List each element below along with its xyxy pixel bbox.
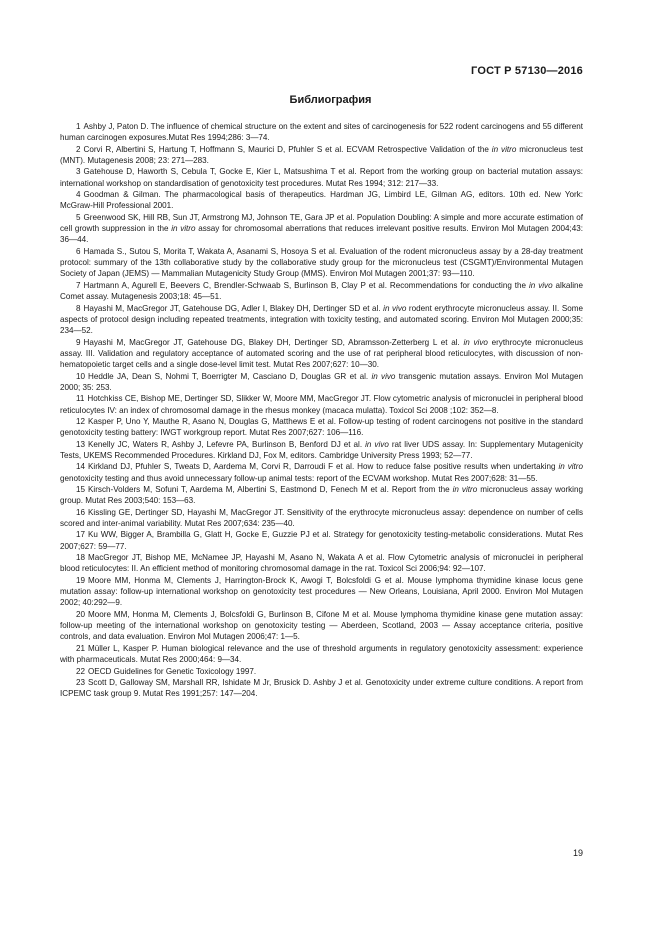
reference-text: alkaline Comet assay. Mutagenesis 2003;18: 45—51. [60, 280, 583, 302]
reference-item [60, 303, 583, 337]
reference-item [60, 166, 583, 189]
reference-item [60, 121, 583, 144]
reference-italic-term: in vivo [371, 371, 396, 381]
reference-italic-term: in vivo [365, 439, 389, 449]
bibliography-title: Библиография [289, 94, 372, 106]
reference-item [60, 552, 583, 575]
reference-text: Gatehouse D, Haworth S, Cebula T, Gocke E, Kier L, Matsushima T et al. Report from the working group on bacterial mutation assays: international workshop on standardisation of genotoxicity test procedures. Mutat Res 1994; 312: 217—33. [60, 167, 583, 188]
reference-italic-term: in vivo [383, 303, 407, 313]
reference-item [60, 144, 583, 167]
reference-number: 14 [76, 462, 86, 472]
reference-number: 8 [76, 303, 81, 313]
reference-italic-term: in vitro [558, 462, 583, 472]
reference-italic-term: in vitro [491, 144, 517, 154]
reference-number: 21 [76, 643, 86, 653]
reference-item [60, 393, 583, 416]
reference-text: Hartmann A, Agurell E, Beevers C, Brendler-Schwaab S, Burlinson B, Clay P et al. Recommendations for conducting the [83, 280, 529, 290]
reference-text: Hamada S., Sutou S, Morita T, Wakata A, Asanami S, Hosoya S et al. Evaluation of the rodent micronucleus assay by a 28-day treatment protocol: summary of the 13th collaborative study by the collaborative study group for the micronucleus test (CSGMT)/Environmental Mutagen Society of Japan (JEMS) — Mammalian Mutagenicity Study Group (MMS). Environ Mol Mutagen 2001;37: 93—110. [60, 246, 583, 279]
reference-text: Corvi R, Albertini S, Hartung T, Hoffmann S, Maurici D, Pfuhler S et al. ECVAM Retrospective Validation of the [83, 144, 492, 154]
reference-number: 7 [76, 280, 81, 290]
reference-text: OECD Guidelines for Genetic Toxicology 1997. [88, 666, 257, 676]
reference-number: 3 [76, 167, 81, 177]
reference-text: Hotchkiss CE, Bishop ME, Dertinger SD, Slikker W, Moore MM, MacGregor JT. Flow cytometric analysis of micronuclei in peripheral blood reticulocytes IV: an index of chromosomal damage in the rhesus monkey (macaca mulatta). Toxicol Sci 2008 ;102: 352—8. [60, 394, 583, 415]
reference-text: Moore MM, Honma M, Clements J, Bolcsfoldi G, Burlinson B, Cifone M et al. Mouse lymphoma thymidine kinase gene mutation assay: follow-up meeting of the international workshop on genotoxicity testing — Aberdeen, Scotland, 2003 — Assay acceptance criteria, positive controls, and data evaluation. Environ Mol Mutagen 2006;47: 1—5. [60, 609, 583, 642]
reference-text: genotoxicity testing and thus avoid unnecessary follow-up animal tests: report of the ECVAM workshop. Mutat Res 2007;628: 31—55. [60, 473, 538, 483]
reference-number: 6 [76, 246, 81, 256]
reference-text: transgenic mutation assays. Environ Mol Mutagen 2000; 35: 253. [60, 371, 583, 392]
reference-item [60, 337, 583, 371]
reference-number: 13 [76, 439, 86, 449]
reference-text: Kirkland DJ, Pfuhler S, Tweats D, Aardema M, Corvi R, Darroudi F et al. How to reduce false positive results when undertaking [88, 462, 559, 472]
reference-number: 18 [76, 553, 86, 563]
reference-item [60, 246, 583, 280]
reference-number: 11 [76, 394, 85, 404]
reference-number: 19 [76, 575, 86, 585]
reference-item [60, 677, 583, 700]
reference-item [60, 371, 583, 394]
reference-number: 12 [76, 416, 86, 426]
reference-number: 2 [76, 144, 81, 154]
reference-item [60, 416, 583, 439]
reference-list [60, 121, 583, 700]
reference-text: Hayashi M, MacGregor JT, Gatehouse DG, Adler I, Blakey DH, Dertinger SD et al. [83, 303, 384, 313]
reference-text: assay for chromosomal aberrations that reduces irrelevant positive results. Environ Mol Mutagen 2004;43: 36—44. [60, 224, 584, 245]
standard-code-header: ГОСТ Р 57130—2016 [471, 65, 583, 77]
reference-text: Kenelly JC, Waters R, Ashby J, Lefevre PA, Burlinson B, Benford DJ et al. [88, 439, 366, 449]
reference-text: Greenwood SK, Hill RB, Sun JT, Armstrong MJ, Johnson TE, Gara JP et al. Population Doubling: A simple and more accurate estimation of cell growth suppression in the [60, 212, 583, 234]
reference-text: Moore MM, Honma M, Clements J, Harrington-Brock K, Awogi T, Bolcsfoldi G et al. Mouse lymphoma thymidine kinase locus gene mutation assay: follow-up international workshop on genotoxicity test procedures — New Orleans, Louisiana, April 2000. Environ Mol Mutagen 2002; 40:292—9. [60, 575, 583, 608]
reference-text: Ku WW, Bigger A, Brambilla G, Glatt H, Gocke E, Guzzie PJ et al. Strategy for genotoxicity testing-metabolic considerations. Mutat Res 2007;627: 59—77. [60, 530, 583, 551]
reference-text: micronucleus test (MNT). Mutagenesis 2008; 23: 271—283. [60, 144, 583, 166]
reference-italic-term: in vitro [452, 485, 478, 494]
reference-text: MacGregor JT, Bishop ME, McNamee JP, Hayashi M, Asano N, Wakata A et al. Flow Cytometric analysis of micronuclei in peripheral blood reticulocytes: II. An efficient method of monitoring chromosomal damage in the rat. Toxicol Sci 2006;94: 92—107. [60, 553, 583, 574]
reference-item [60, 575, 583, 609]
reference-number: 10 [76, 371, 86, 381]
reference-item [60, 484, 583, 507]
reference-text: Kasper P, Uno Y, Mauthe R, Asano N, Douglas G, Matthews E et al. Follow-up testing of rodent carcinogens not positive in the standard genotoxicity testing battery: IWGT workgroup report. Mutat Res 2007;627: 106—116. [60, 416, 583, 438]
reference-item [60, 609, 583, 643]
reference-text: erythrocyte micronucleus assay. III. Validation and regulatory acceptance of automated scoring and the use of rat peripheral blood reticulocytes, with discussion of non-hematopoietic target cells and a single dose-level limit test. Mutat Res 2007;627: 10—30. [60, 337, 583, 370]
reference-text: Goodman & Gilman. The pharmacological basis of therapeutics. Hardman JG, Limbird LE, Gilman AG, editors. 10th ed. New York: McGraw-Hill Professional 2001. [60, 190, 583, 211]
reference-text: Kirsch-Volders M, Sofuni T, Aardema M, Albertini S, Eastmond D, Fenech M et al. Report from the [88, 485, 453, 494]
reference-text: Scott D, Galloway SM, Marshall RR, Ishidate M Jr, Brusick D. Ashby J et al. Genotoxicity under extreme culture conditions. A report from ICPEMC task group 9. Mutat Res 1991;257: 147—204. [60, 677, 583, 699]
reference-number: 5 [76, 212, 81, 222]
reference-number: 9 [76, 337, 81, 347]
reference-number: 23 [76, 677, 86, 687]
reference-text: Müller L, Kasper P. Human biological relevance and the use of threshold arguments in regulatory genotoxicity assessment: experience with pharmaceuticals. Mutat Res 2000;464: 9—34. [60, 643, 583, 665]
reference-item [60, 529, 583, 552]
reference-number: 20 [76, 609, 86, 619]
reference-item [60, 189, 583, 212]
page-number: 19 [572, 848, 583, 858]
reference-item [60, 666, 583, 677]
reference-italic-term: in vitro [171, 224, 196, 234]
reference-number: 17 [76, 530, 86, 540]
reference-item [60, 507, 583, 530]
reference-number: 15 [76, 485, 86, 494]
reference-text: rodent erythrocyte micronucleus assay. II. Some aspects of protocol design including repeated treatments, integration with toxicity testing, and automated scoring. Environ Mol Mutagen 2000;35: 234—52. [60, 303, 583, 336]
reference-number: 22 [76, 666, 86, 676]
reference-item [60, 461, 583, 484]
reference-text: Hayashi M, MacGregor JT, Gatehouse DG, Blakey DH, Dertinger SD, Abramsson-Zetterberg L et al. [83, 337, 464, 347]
reference-item [60, 280, 583, 303]
reference-italic-term: in vivo [528, 280, 553, 290]
reference-text: Ashby J, Paton D. The influence of chemical structure on the extent and sites of carcinogenesis for 522 rodent carcinogens and 55 different human carcinogen exposures.Mutat Res 1994;286: 3—74. [60, 122, 583, 143]
reference-item [60, 212, 583, 246]
reference-text: micronucleus assay working group. Mutat Res 2003;540: 153—63. [60, 485, 583, 506]
reference-text: Heddle JA, Dean S, Nohmi T, Boerrigter M, Casciano D, Douglas GR et al. [88, 371, 372, 381]
reference-italic-term: in vivo [463, 337, 488, 347]
reference-item [60, 439, 583, 462]
reference-text: Kissling GE, Dertinger SD, Hayashi M, MacGregor JT. Sensitivity of the erythrocyte micronucleus assay: dependence on number of cells scored and inter-animal variability. Mutat Res 2007;634: 235—40. [60, 507, 583, 529]
reference-number: 16 [76, 507, 86, 517]
reference-number: 4 [76, 190, 81, 200]
reference-text: rat liver UDS assay. In: Supplementary Mutagenicity Tests, UKEMS Recommended Procedures. Kirkland DJ, Fox M, editors. Cambridge University Press 1993; 52—77. [60, 439, 583, 460]
reference-item [60, 643, 583, 666]
reference-number: 1 [76, 122, 81, 131]
